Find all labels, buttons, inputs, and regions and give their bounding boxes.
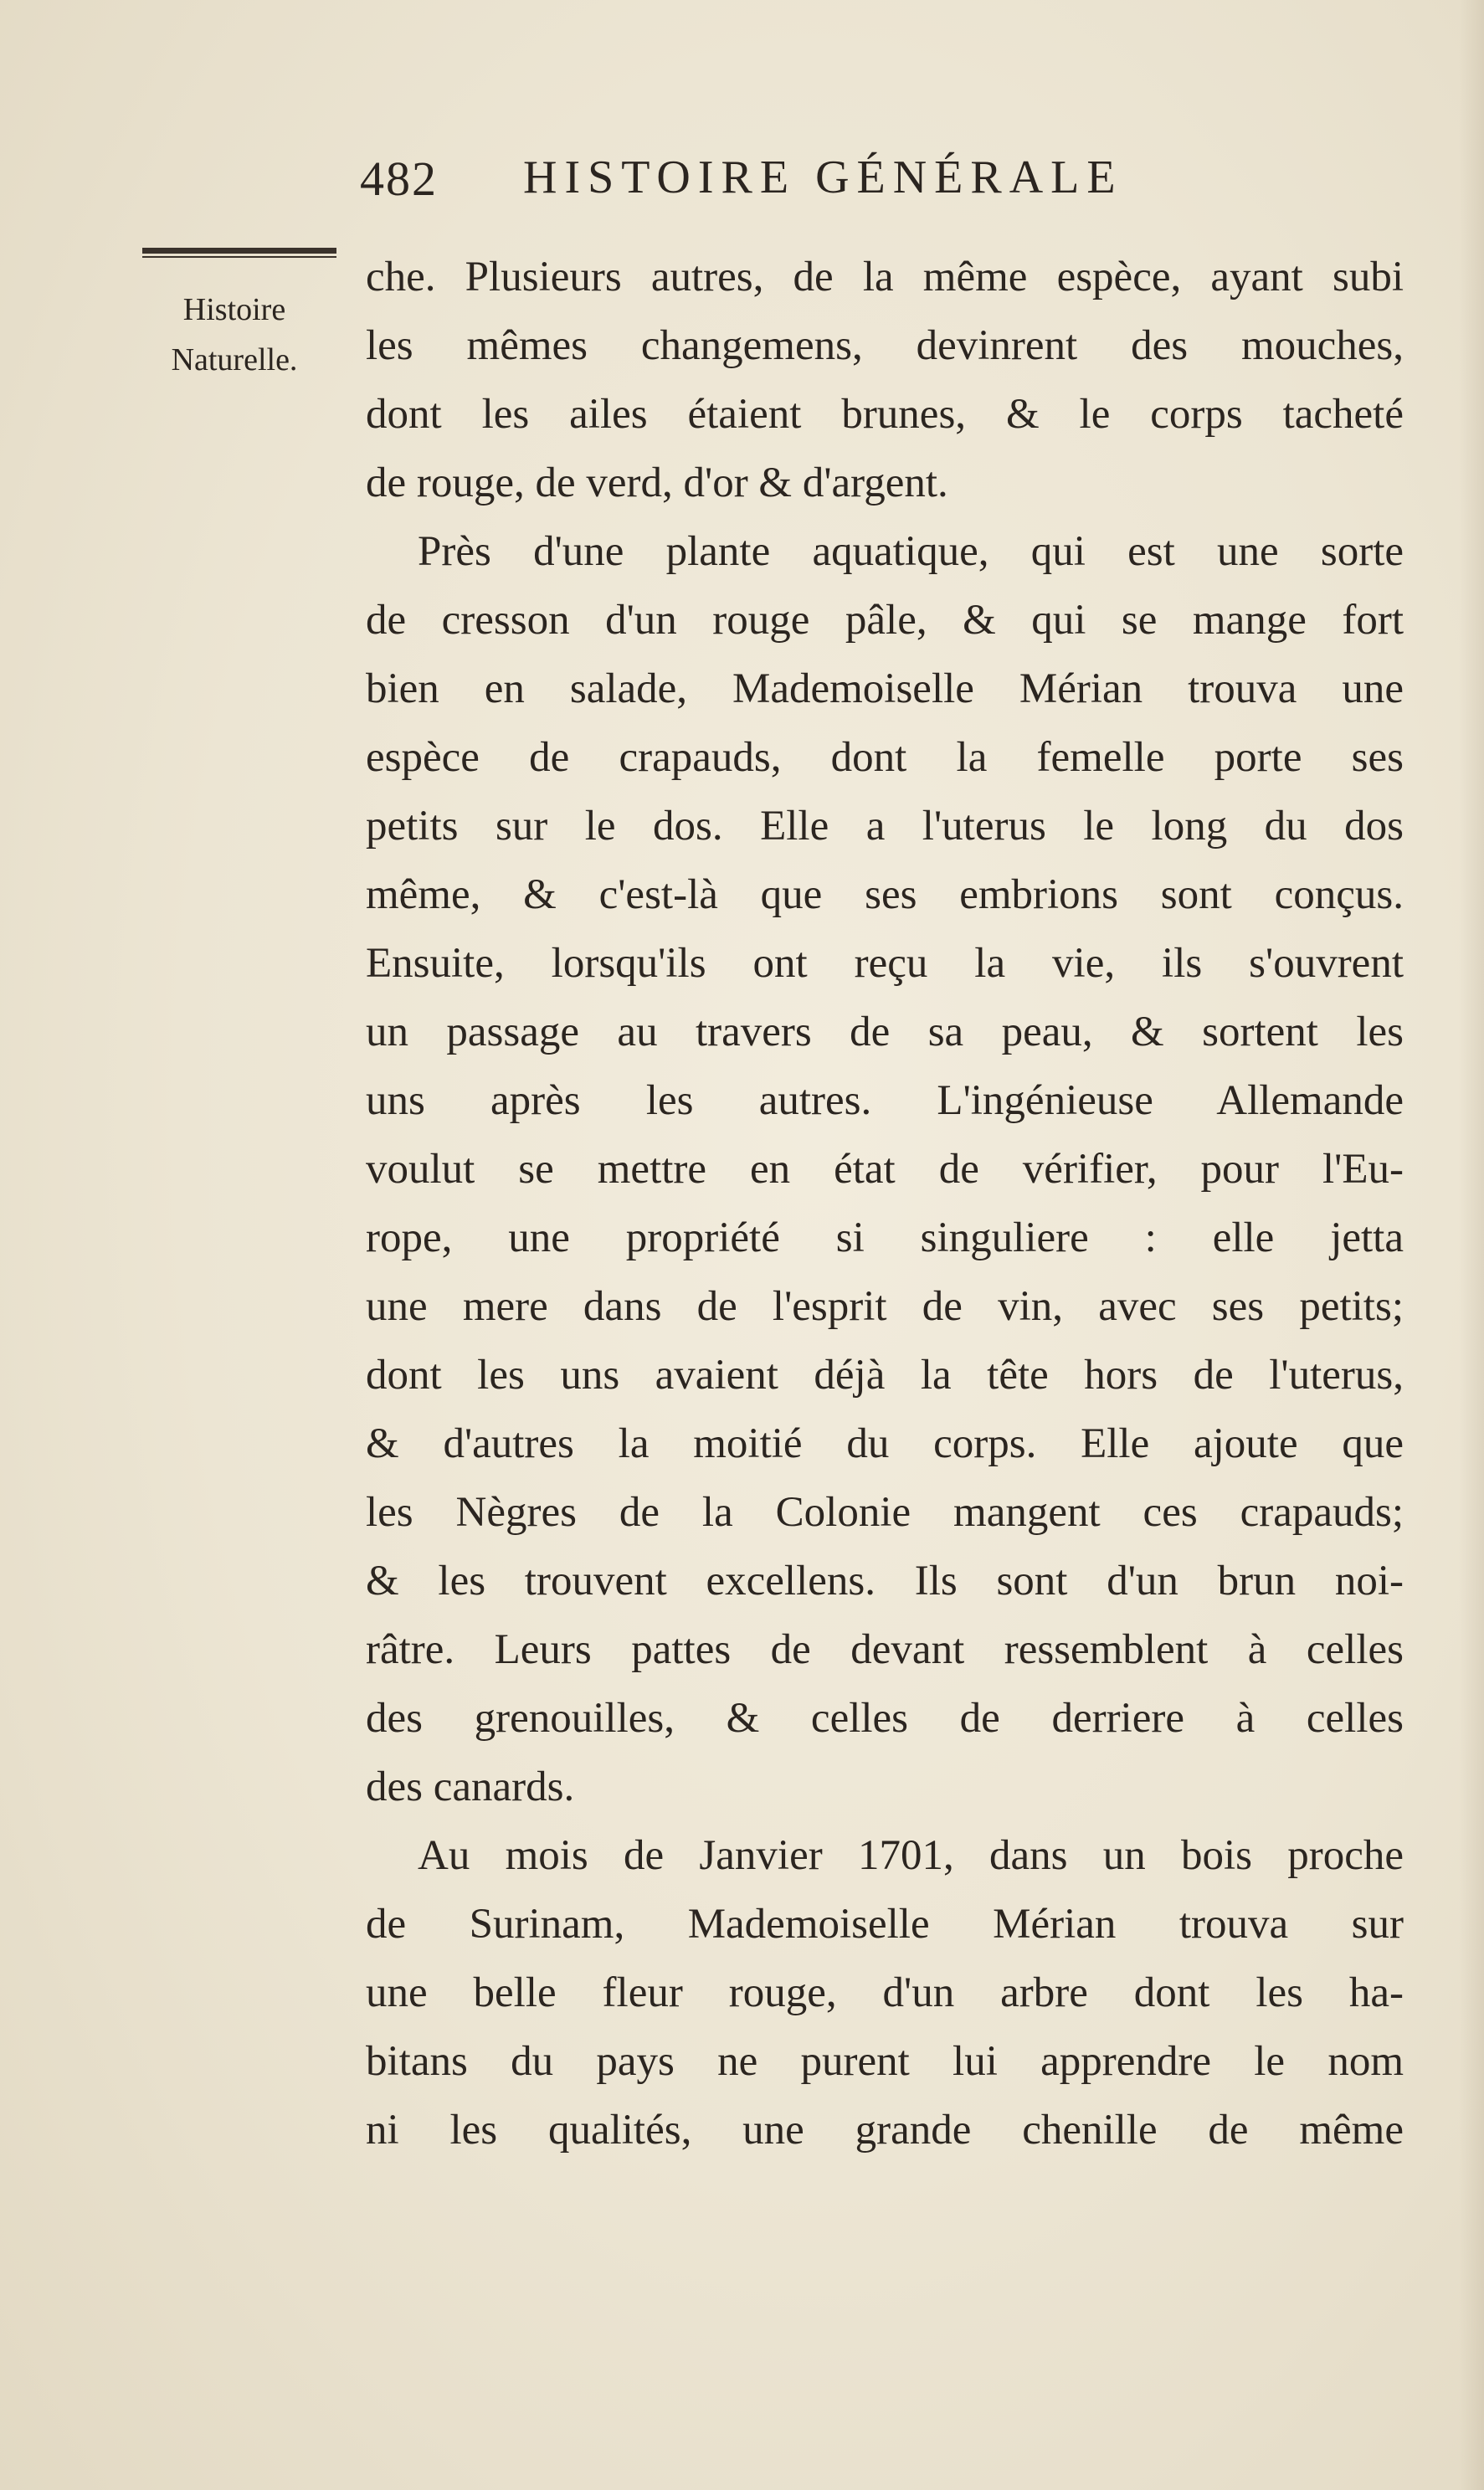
text-line: Au mois de Janvier 1701, dans un bois proche [418, 1832, 1404, 1879]
running-title: HISTOIRE GÉNÉRALE [523, 151, 1123, 203]
text-line: & les trouvent excellens. Ils sont d'un brun noi- [366, 1558, 1404, 1604]
text-line: rope, une propriété si singuliere : elle jetta [366, 1214, 1404, 1261]
ornament-thick-rule [142, 248, 336, 254]
text-line: râtre. Leurs pattes de devant ressemblent à celles [366, 1626, 1404, 1673]
text-line: & d'autres la moitié du corps. Elle ajoute que [366, 1420, 1404, 1467]
text-line: Près d'une plante aquatique, qui est une sorte [418, 528, 1404, 575]
text-line: de Surinam, Mademoiselle Mérian trouva sur [366, 1901, 1404, 1948]
margin-note-line-2: Naturelle. [171, 342, 298, 377]
text-line: un passage au travers de sa peau, & sortent les [366, 1009, 1404, 1055]
text-line: ni les qualités, une grande chenille de même [366, 2107, 1404, 2154]
text-line: les mêmes changemens, devinrent des mouches, [366, 322, 1404, 369]
text-line: des grenouilles, & celles de derriere à celles [366, 1695, 1404, 1742]
text-line: bitans du pays ne purent lui apprendre le nom [366, 2038, 1404, 2085]
body-text [366, 243, 1404, 2164]
text-line: les Nègres de la Colonie mangent ces crapauds; [366, 1489, 1404, 1536]
margin-note-line-1: Histoire [182, 292, 286, 327]
text-line: espèce de crapauds, dont la femelle porte ses [366, 734, 1404, 781]
ornament-thin-rule [142, 256, 336, 258]
text-line: une belle fleur rouge, d'un arbre dont les ha- [366, 1969, 1404, 2016]
running-header [360, 151, 1364, 218]
text-line: de rouge, de verd, d'or & d'argent. [366, 459, 948, 506]
text-line: une mere dans de l'esprit de vin, avec ses petits; [366, 1283, 1404, 1330]
text-line: dont les uns avaient déjà la tête hors de l'uterus, [366, 1352, 1404, 1399]
text-line: voulut se mettre en état de vérifier, pour l'Eu- [366, 1146, 1404, 1193]
page-number: 482 [360, 151, 438, 206]
text-line: de cresson d'un rouge pâle, & qui se mange fort [366, 597, 1404, 644]
page-edge-shadow [1459, 0, 1484, 2490]
margin-ornament-rule [142, 248, 336, 259]
text-line: dont les ailes étaient brunes, & le corps tacheté [366, 391, 1404, 438]
text-line: petits sur le dos. Elle a l'uterus le long du dos [366, 803, 1404, 850]
margin-note [126, 285, 343, 385]
text-line: Ensuite, lorsqu'ils ont reçu la vie, ils s'ouvrent [366, 940, 1404, 987]
text-line: même, & c'est-là que ses embrions sont conçus. [366, 871, 1404, 918]
text-line: uns après les autres. L'ingénieuse Allemande [366, 1077, 1404, 1124]
text-line: che. Plusieurs autres, de la même espèce, ayant subi [366, 254, 1404, 300]
text-line: bien en salade, Mademoiselle Mérian trouva une [366, 665, 1404, 712]
text-line: des canards. [366, 1764, 575, 1810]
